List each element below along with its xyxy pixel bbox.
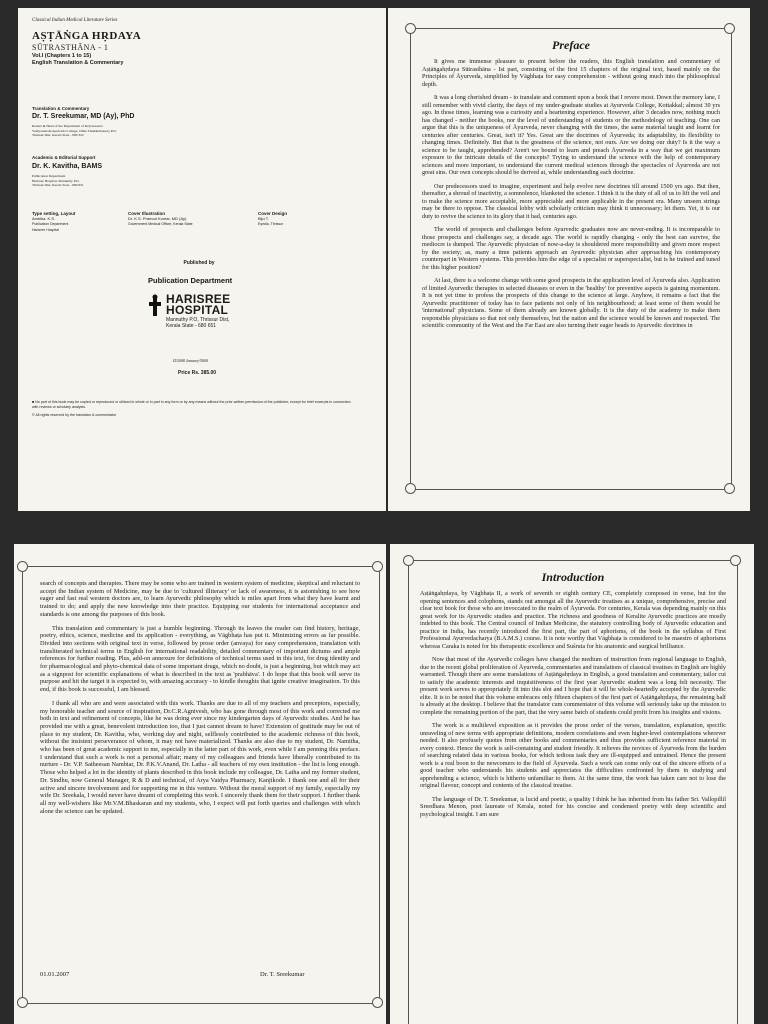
page-title: Introduction [541, 570, 605, 584]
corner-ornament-icon [405, 483, 416, 494]
translator-name: Dr. T. Sreekumar, MD (Ay), PhD [32, 113, 135, 120]
copyright-notice [32, 400, 352, 417]
corner-ornament-icon [403, 555, 414, 566]
title-page [18, 8, 386, 511]
copyright-line: ■ No part of this book may be copied or reproduced or utilized in whole or in part in any form or by any means without the prior written permission of the publisher, except for brief excerpts in connection with reviews or scholarly analysis. [32, 400, 351, 409]
publisher-dept: Publication Department [148, 276, 233, 285]
corner-ornament-icon [405, 23, 416, 34]
series-name: Classical Indian Medical Literature Series [32, 18, 118, 23]
design-credit: Cover Design Biju T. Eyedia, Thrissur [258, 211, 288, 226]
support-info: Publication Department Harisree Hospital, Mannuthy P.O. Thrissur Dist, Kerala State - 680 651 [32, 174, 84, 187]
corner-ornament-icon [372, 561, 383, 572]
corner-ornament-icon [724, 23, 735, 34]
hospital-name: HARISREE HOSPITAL [166, 292, 231, 317]
preface-signature: Dr. T. Sreekumar [260, 971, 305, 978]
support-label: Academic & Editorial Support [32, 155, 96, 160]
introduction-page [390, 544, 754, 1024]
corner-ornament-icon [17, 997, 28, 1008]
edition-type: English Translation & Commentary [32, 60, 124, 66]
corner-ornament-icon [372, 997, 383, 1008]
translator-info: Reader & Head of the Department of Kriyasareera Vaidyaratnam Ayurveda College, Ollur-Thaikkattussery P.O. Thrissur Dist, Kerala State - 680 322 [32, 124, 117, 137]
preface-date: 01.01.2007 [40, 971, 70, 978]
book-title: AṢṬĀṄGA HṚDAYA [32, 30, 142, 42]
publisher-address: Mannuthy P.O, Thrissur Dist, Kerala State - 680 651 [166, 317, 230, 329]
published-by: Published by [183, 260, 215, 266]
corner-ornament-icon [17, 561, 28, 572]
typesetting-credit: Type setting, Layout Ambika. K.S. Publication Department Harisree Hospital [32, 211, 76, 232]
book-subtitle: SŪTRASTHĀNA - 1 [32, 43, 109, 52]
preface-page [388, 8, 750, 511]
preface-continued-text: search of concepts and therapies. There may be some who are trained in western system of medicine, skeptical and reluctant to accept the Indian system of Medicine, may be due to 'cultured illiteracy' or lack of awareness, it is astonishing to see how eager and fast real western doctors are, to learn Ayurvedic philosophy which is miles apart from what they have learnt and trained to do; and apply the new knowledge into their practice. Equipping our students for international acceptance and standards is one among the purposes of this book. This translation and commentary is just a humble beginning. Through its leaves the reader can find history, heritage, poetry, ethics, science, medicine and its application - everything, as Vāgbhaṭa has put it. Minimizing errors as far possible. Divided into sections with original text in verse, followed by prose order (anvaya) for easy comprehension, translation with transliterated technical terms in English for international readability, detailed commentary of important dictums and ample references for further reading. Plus, add-on annexure for definitions of technical terms used in this text, for drug identity and for pharmacological and phyto-chemical data of some important drugs, which no doubt, is just a beginning, but which may act as a signpost for scientific explanations of what is described in the text as 'prabhāva'. I do hope that this book will serve its purpose and hit the target it is expected to, with amazing accuracy - to kindle thoughts that ignite creative imagination. To this end, if this book is successful, I am blessed. I thank all who are and were associated with this work. Thanks are due to all of my teachers and preceptors, especially, my honorable teacher and source of inspiration, Dr.C.R.Agnivesh, who has gone through most of this work and corrected me both in text and refinement of concepts, like he was doing ever since my kindergarten days of Ayurvedic studies. And he has provided me with a great, benevolent introduction too, that I just cannot dream to have! Extension of gratitude may be out of place to my student, Dr. Kavitha, who, working day and night, selflessly contributed to the academic richness of this book, without the insistent perseverance of whom, it may not have materialized. Thanks are also due to my student, Dr. Namitha, who has been of great academic support to me, especially in the latter part of this work, even while I am penning this preface. I understand that such a work is not a personal affair; many of my colleagues and friends have liberally contributed to its nurture - Dr. V.P. Satheesan Nambiar, Dr. P.K.V.Anand, Dr. Latha - all teachers of my own institution - the list is long enough. Those who helped a lot in the identity of plants described in this book include my colleague, Dr. Latha and my former student, Dr. Sindhu, now General Manager, R & D and technical, of Arya Vaidya Pharmacy, Kanjikode. I thank one and all for their active and sincere involvement and for supporting me in this venture. Without the moral support of my family, especially my wife Dr. Sreekala, I would never have dreamt of completing this work. I sincerely thank them for their support. I further thank all my well-wishers like Mr.V.M.Bhaskaran and my students, who, I expect will put forth queries and challenges with which alone the science can be updated. [40, 580, 360, 815]
preface-text: It gives me immense pleasure to present before the readers, this English translation and commentary of Aṣṭāṅgahṛdaya Sūtrasthāna - Ist part, consisting of the first 15 chapters of the original text, based mainly on the Principles of Āyurveda, simplified by Vāgbhaṭa for easy comprehension - without going much into the philosophical depth. It was a long cherished dream - to translate and comment upon a book that I revere most. Down the memory lane, I still remember with vivid clarity, the days of my under-graduate studies at Ayurveda College, Kottakkal; almost 30 yrs ago. In those times, learning was a curiosity and a heartening experience. However, after 3 decades now, nothing much has changed - neither the books, nor the level of understanding of students or the methodology of teaching. One can argue that this is the uniqueness of Āyurveda, never changing with the times, the same material taught and learnt for centuries after centuries. Great, isn't it? Yes. Great are the doctrines of Āyurveda; its adaptability, its flexibility to changing times. Definitely. But that is the greatness of the science, not ours. Are we doing our duty? Is it the way a science to be taught, apprehended? Aren't we bound to learn and preach Āyurveda in a way that we get maximum exposure to the intricate details of the concepts? Trying to understand the science with the help of contemporary sciences and more important, to understand the current medical sciences through the spectacles of Āyurveda are not great sins. Our own concepts should be derived at, while understanding each doctrine. Our predecessors used to imagine, experiment and help evolve new doctrines till around 1500 yrs ago. But then, thereafter, a shroud of inactivity, a somnolence, blanketed the science. I think it is the duty of all of us to lift the veil and to make the science more acceptable, more appreciable and more applicable in the present era. Many unseen strings may be there to oppose. The classical lobby with scholarly criticism may think it unnecessary; let them. Yet, it is our duty to revive the science to its glory that it had, centuries ago. The world of prospects and challenges before Ayurvedic graduates now are never-ending. It is incomparable to those prospects and challenges say, a decade ago. The world is rapidly changing - only the best can survive, the mediocre is dumped. The Ayurvedic physician of now-a-day is shouldered more responsibility and given more respect by the society; as, many a time patients approach an Ayurvedic physician after approaching his contemporary counterpart in Western systems. This provides him the edge of a specialist or superspecialist, but is he trained and tuned for this higher position? At last, there is a welcome change with some good prospects in the application level of Āyurveda also. Application of limited Ayurvedic therapies in selected diseases or even in the 'healthy' for preventive aspects is gaining momentum. It is not yet time to profess the prospects of this change to the science at large. Anyhow, it remains a fact that the Ayurvedic practitioner of today has to face patients not only of his neighbourhood; at least some of them would be 'international' physicians. Some of them already are known globally. It is the duty of the academy to make them responsible physicians so that not only themselves, but the nation and the science would be known and respected. The scientific community of the West and the Far East are also turning their eager heads to Ayurvedic doctrines in [422, 58, 720, 329]
preface-continued-page [14, 544, 386, 1024]
edition-info: II/2008 January/5000 [173, 358, 208, 363]
hospital-logo-icon [148, 294, 162, 318]
translation-label: Translation & Commentary [32, 106, 90, 111]
corner-ornament-icon [724, 483, 735, 494]
volume-info: Vol.I (Chapters 1 to 15) [32, 53, 92, 59]
price: Price Rs. 385.00 [178, 370, 217, 376]
page-title: Preface [552, 38, 590, 52]
introduction-text: Aṣṭāṅgahṛdaya, by Vāgbhaṭa II, a work of seventh or eighth century CE, completely composed in verse, but for the opening sentences and colophons, stands out amongst all the Ayurvedic treatises as a unique, comprehensive, precise and clear text book for those who are invoccated to the realm of Āyurveda. For centuries, Kerala was depending mainly on this great work for its Ayurvedic studies and practice. The richness and goodness of Keralite Ayurvedic practices are mostly indebted to this book. The Central council of Indian Medicine, the statutory controlling body of Ayurvedic education and practice in India, has recently introduced the first part, the part of aphorisms, of the book in the syllabus of First Professional Ayurvedacharya (B.A.M.S.) course. It is note worthy that Vāgbhaṭa is considered to be maestro of aphorisms whereas Caraka is noted for his therapeutic excellence and Suśruta for his anatomic and surgical brilliance. Now that most of the Ayurvedic colleges have changed the medium of instruction from regional language to English, due to the recent global proliferation of Āyurveda, commentaries and translations of classical treatises in English are highly warranted. Though there are some translations of Aṣṭāṅgahṛdaya in English, a good translation and commentary, tailor cut to satisfy the academic interests and inquisitiveness of the first year Ayurvedic student was a long felt necessity. The present work serves to appropriately fit into this slot and I hope that it will be whole-heartedly accepted by the Ayurvedic elite. It is to be noted that this volume embraces only fifteen chapters of the first part of Aṣṭāṅgahṛdaya, the remaining half is already at the desktop. I believe that the translator cum commentator of this volume will seriously take up the mission to complete the remaining portion of the part, that the very same batch of students could profit from his insights and visions. The work is a multilevel exposition as it provides the prose order of the verses, translation, explanation, specific unraveling of new terms with appropriate definitions, modern correlations and even higher-level contemplations wherever needed. It also profusely quotes from other books and commentaries and thus provides sufficient reference material in every context. Hence the work is self-containing and student friendly. It relieves the novices of Āyurveda from the burden of searching related data in various books, for which tedious task they are ill-equipped and untrained. Hence the present work is a real boon to the newcomers to the field of Āyurveda. Such a work can come only out of the sincere efforts of a good teacher who understands his students and appreciates the difficulties confronted by them in studying and apprehending a science, which is hitherto unfamiliar to them. At the same time, the work has taken care not to lose the original flavour, concept and contents of the classical treatise. The language of Dr. T. Sreekumar, is lucid and poetic, a quality I think he has inherited from his father Sri. Vallopillil Sreedhara Menon, poet laureate of Kerala, noted for his concise and condensed poetry with deep scientific and psychological insight. I am sure [420, 590, 726, 818]
copyright-line: © All rights reserved by the translator & commentator [32, 412, 117, 417]
cover-credit: Cover Illustration Dr. K.S. Pramod Kumar, MD (Ay) Government Medical Officer, Kerala State [128, 211, 193, 226]
corner-ornament-icon [730, 555, 741, 566]
support-name: Dr. K. Kavitha, BAMS [32, 163, 103, 170]
